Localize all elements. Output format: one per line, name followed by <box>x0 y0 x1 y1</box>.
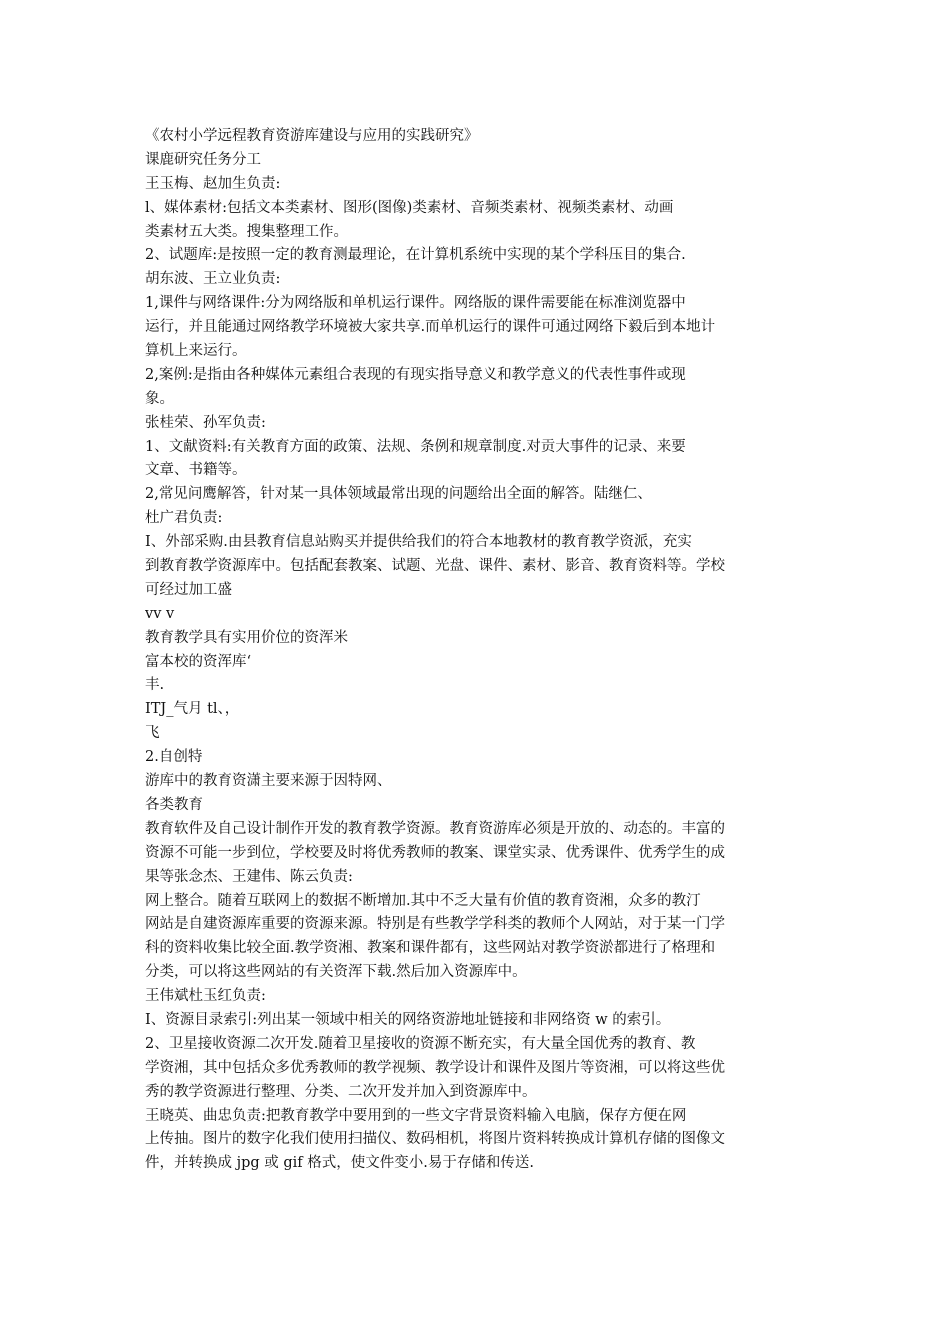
text-line: 件，并转换成 jpg 或 gif 格式，使文件变小.易于存储和传送. <box>145 1155 534 1172</box>
text-line: 资源不可能一步到位，学校要及时将优秀教师的教案、课堂实录、优秀课件、优秀学生的成 <box>145 844 725 861</box>
text-line: 教育软件及自己设计制作开发的教育教学资源。教育资游库必须是开放的、动态的。丰富的 <box>145 820 725 837</box>
text-line: 飞 <box>145 725 160 742</box>
text-line: 网站是自建资源库重要的资源来源。特别是有些教学学科类的教师个人网站，对于某一门学 <box>145 916 725 933</box>
text-line: 2,案例:是指由各种媒体元素组合表现的有现实指导意义和教学意义的代表性事件或现 <box>145 366 686 383</box>
text-line: vv v <box>145 605 175 622</box>
text-line: 运行，并且能通过网络教学环境被大家共享.而单机运行的课件可通过网络下毅后到本地计 <box>145 319 716 336</box>
text-line: 《农村小学远程教育资游库建设与应用的实践研究》 <box>145 128 479 144</box>
text-line: 游库中的教育资潇主要来源于因特网、 <box>145 773 392 790</box>
text-line: 胡东波、王立业负责: <box>145 271 281 288</box>
text-line: 张桂荣、孙军负责: <box>145 414 266 431</box>
text-line: ITJ_气月 tl、， <box>145 701 240 718</box>
text-line: 文章、书籍等。 <box>145 462 247 479</box>
text-line: 到教育教学资源库中。包括配套教案、试题、光盘、课件、素材、影音、教育资料等。学校 <box>145 558 725 575</box>
text-line: 各类教育 <box>145 796 203 813</box>
text-line: 丰. <box>145 677 165 694</box>
text-line: 科的资料收集比较全面.教学资湘、教案和课件都有，这些网站对教学资淤都进行了格理和 <box>145 940 716 957</box>
text-line: 1、文献资料:有关教育方面的政策、法规、条例和规章制度.对贡大事件的记录、来要 <box>145 438 686 455</box>
text-line: 王玉梅、赵加生负责: <box>145 175 281 192</box>
text-line: 果等张念杰、王建伟、陈云负责: <box>145 868 353 885</box>
text-line: 课鹿研究任务分工 <box>145 151 261 168</box>
text-line: 网上整合。随着互联网上的数据不断增加.其中不乏大量有价值的教育资湘，众多的教汀 <box>145 892 701 909</box>
text-line: 学资湘，其中包括众多优秀教师的教学视频、教学设计和课件及图片等资湘，可以将这些优 <box>145 1059 725 1076</box>
text-line: 算机上来运行。 <box>145 343 247 360</box>
text-line: 象。 <box>145 390 174 407</box>
text-line: 2,常见问鹰解答，针对某一具体领域最常出现的问题给出全面的解答。陆继仁、 <box>145 486 652 503</box>
text-line: 2、试题库:是按照一定的教育测最理论，在计算机系统中实现的某个学科压目的集合. <box>145 247 686 264</box>
text-line: 类素材五大类。搜集整理工作。 <box>145 223 348 240</box>
text-line: l、媒体素材:包括文本类素材、图形(图像)类素材、音频类素材、视频类素材、动画 <box>145 199 674 216</box>
text-line: 可经过加工盛 <box>145 581 232 598</box>
text-line: 分类，可以将这些网站的有关资浑下载.然后加入资源库中。 <box>145 964 527 981</box>
text-line: 上传抽。图片的数字化我们使用扫描仪、数码相机，将图片资料转换成计算机存储的图像文 <box>145 1131 725 1148</box>
text-line: 王晓英、曲忠负责:把教育教学中要用到的一些文字背景资料输入电脑，保存方便在网 <box>145 1107 687 1124</box>
text-line: 2.自创特 <box>145 749 203 766</box>
text-line: I、资源目录索引:列出某一领域中相关的网络资游地址链接和非网络资 w 的索引。 <box>145 1011 671 1028</box>
text-line: 杜广君负责: <box>145 510 223 527</box>
text-line: 2、卫星接收资源二次开发.随着卫星接收的资源不断充实，有大量全国优秀的教育、教 <box>145 1035 696 1052</box>
text-line: 富本校的资浑库‘ <box>145 653 252 670</box>
text-line: 教育教学具有实用价位的资浑米 <box>145 629 348 646</box>
text-line: I、外部采购.由县教育信息站购买并提供给我们的符合本地教材的教育教学资派，充实 <box>145 534 692 551</box>
text-line: 1,课件与网络课件:分为网络版和单机运行课件。网络版的课件需要能在标准浏览器中 <box>145 295 686 312</box>
text-line: 王伟斌杜玉红负责: <box>145 988 266 1005</box>
text-line: 秀的教学资源进行整理、分类、二次开发并加入到资源库中。 <box>145 1083 537 1100</box>
document-body <box>145 125 815 1176</box>
